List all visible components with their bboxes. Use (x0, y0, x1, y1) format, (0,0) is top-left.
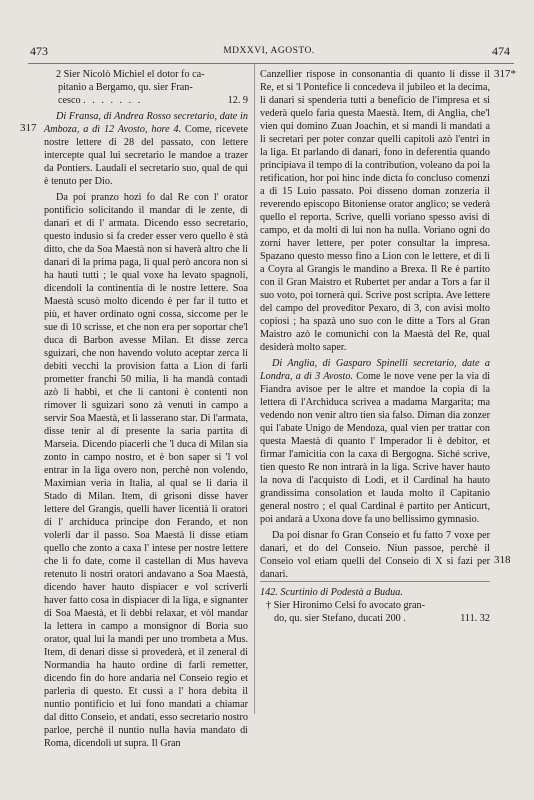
margin-note-right-317: 317* (494, 68, 516, 80)
scrutiny-entry-line: † Sier Hironimo Celsi fo avocato gran- (266, 600, 426, 611)
section-heading-text: 142. Scurtinio di Podestà a Budua. (260, 587, 403, 598)
dispatch-body: Come le nove vene per la via di Fiandra avisoe per le altre et mandoe la copia di la lettera di l'Archiduca scrivea a madama Margarita; ma vedendo non venir altro tien sia falso. Diman dia zonzer qui l'abate Unigo de Mendoza, qual vien per trattar con questa Maestà di quanto l' Imperador li è debitor, et firmar l'amicitia con la caxa di Bergogna. Siché scrive, tien questo Re non intrarà in la liga. Scrive haver hauto la nova di l'acquisto di Lodi, et il Cardinal ha hauto grandissima consolation et lauda molto il Capitanio general nostro ; el qual Cardinal è partito per Anticurt, poi andarà a Uxona dove fa uno bellissimo gymnasio. (260, 371, 491, 525)
dispatch-paragraph (260, 357, 490, 526)
lead-item-line: pitanio a Bergamo, qu. sier Fran- (58, 82, 193, 93)
page-number-left: 473 (30, 44, 48, 58)
column-divider (254, 64, 255, 714)
running-title: MDXXVI, AGOSTO. (223, 46, 315, 56)
page-header (22, 44, 516, 64)
header-rule (28, 63, 514, 64)
margin-note-left-317: 317 (20, 122, 37, 134)
lead-item-row (44, 94, 248, 107)
page-number-right: 474 (492, 44, 510, 58)
dispatch-body: Come, ricevete nostre lettere di 28 del passato, con lettere intercepte qual lui secretario le mandoe a trazer da Pontiers. Laudali el secretario suo, qual de qui è tenuto per Dio. (44, 124, 249, 187)
dispatch-heading: Di Anglia, di Gasparo Spinelli secretario, date a Londra, a dì 3 Avosto. (260, 358, 490, 382)
lead-item-values: 12. 9 (227, 95, 248, 106)
lead-item-line: 2 Sier Nicolò Michiel el dotor fo ca- (56, 69, 205, 80)
scrutiny-entry-values: 111. 32 (460, 613, 490, 624)
dispatch-paragraph (44, 110, 248, 188)
dispatch-heading: Di Fransa, di Andrea Rosso secretario, date in Amboza, a dì 12 Avosto, hore 4. (44, 111, 248, 135)
left-column (44, 68, 248, 750)
scrutiny-entry-row (260, 612, 490, 625)
body-paragraph: Da poi pranzo hozi fo dal Re con l' orator pontificio solicitando il mandar di le zente, di danari et di l' armata. Dicendo esso secretario, questo indusio si fa creder esser vero quello è stà ditto, che da Soa Maestà non si haverà altro che li danari di la prima paga, li qual però ancora non si ha hauti tutti ; le qual voxe ha levato spagnoli, dicendoli la continentia di le nostre lettere. Soa Maestà scusò molto dicendo è per far il tutto et più, et haver ordinato ogni cossa, siccome per le sue di 10 scrisse, et che non era per soportar che'l duca di Barbon avesse Milan. Et disse zerca sguizari, che non havendo voluto aceptar zerca li debiti vecchi la provision fatta a Lion di farli prometter franchi 50 milia, li ha mandà contadi azò li habbi, et che li cantoni è contenti non rimover li sguizari sono zà venuti in campo a servir Soa Maestà, et li lasserano star. Di l'armata, disse tenir al di presente la saria partita di Marseia. Dicendo piacerli che 'l duca di Milan sia zonto in campo nostro, et è bon saper si 'l vol entrar in la liga overo non, perchè non volendo, Maximian veria in Italia, al qual se li daria il Stado di Milan. Item, di grisoni disse haver lettere del Grangis, quelli haver licentià li oratori di l' archiduca principe don Ferando, et non volerli dar il passo. Soa Maestà li disse etiam quello che zonto a caxa l' intese per nostre lettere che li fo date, come il castellan di Mus haveva retenuto li nostri oratori andavano a Soa Maestà, dicendo haver hauto dispiacer e vol scriverli haver fatto cosa in dispiacer di la liga, e signanter di Soa Maestà, et li debbi relaxar, et vòl mandar la lettera in campo a monsignor di Boria suo orator, qual lui la mandi per uno trombeta a Mus. Item, di denari disse si proveder‍à, et il zeneral di Normandia ha hauto ordine di farli remetter, dicendo fin do hore andaria nel Conseio regio et parleria di questo. Et cussì a l' hora debita il nuntio pontificio et lui fono mandati a chiamar dal ditto Conseio, et andati, esso secretario nostro parloe, perchè il nuntio nulla havia mandato di Roma, dicendoli ut supra. Il Gran (44, 192, 248, 749)
margin-note-right-318: 318 (494, 554, 511, 566)
section-heading (260, 581, 490, 599)
leader-dots: . . . . . . . (83, 95, 143, 106)
right-column (260, 68, 490, 625)
scrutiny-entry-line: do, qu. sier Stefano, ducati 200 . (274, 613, 406, 624)
body-paragraph: Da poi disnar fo Gran Conseio et fu fatto 7 voxe per danari, et do del Conseio. Niun passoe, perchè il Conseio vol etiam quelli del Conseio di X si fazi per danari. (260, 530, 490, 580)
lead-item-line: cesco (58, 95, 81, 106)
body-paragraph: Canzellier rispose in consonantia di quanto li disse il Re, et si 'l Pontefice li concedeva il jubileo et la decima, li danari si spenderia tutti a beneficio de l'impresa et si vederà quelo faria questa Maestà. Item, di Anglia, che'l vien qui domino Zuan Joachin, et si mandi li mandati a li secretari per poter conzar quelli capitoli azò l'entri in la liga. Et parlando di danari, fono in deferentia quando principiava il tempo di la contribution, voleano da poi la retification, hor poi hinc inde dicta fo concluso comenzi a dì 15 Luio passato. Poi disseno doman zonzeria il reverendo episcopo Bitoniense orator anglico; se vederà quello el reporta. Scrive, quelli voriano spesso avisi di campo, et da molti di lui non ha nulla. Voriano ogni do zorni haver lettere, per poter consultar la impresa. Spazano questo messo fino a Lion con le lettere, et di lì a Coyra al Grangis le mandino a Brexa. Il Re è partito con il Gran Maistro et Rubertet per andar a Tors a far il suo voto, poi tornerà qui. Scrive post scripta. Ave lettere del campo del proveditor Pexaro, di 3, con avisi molto copiosi ; ha spazà uno suo con le ditte a Tors al Gran Maistro azò le comunichi con la Maestà del Re, qual desiderà molto saper. (260, 69, 490, 353)
